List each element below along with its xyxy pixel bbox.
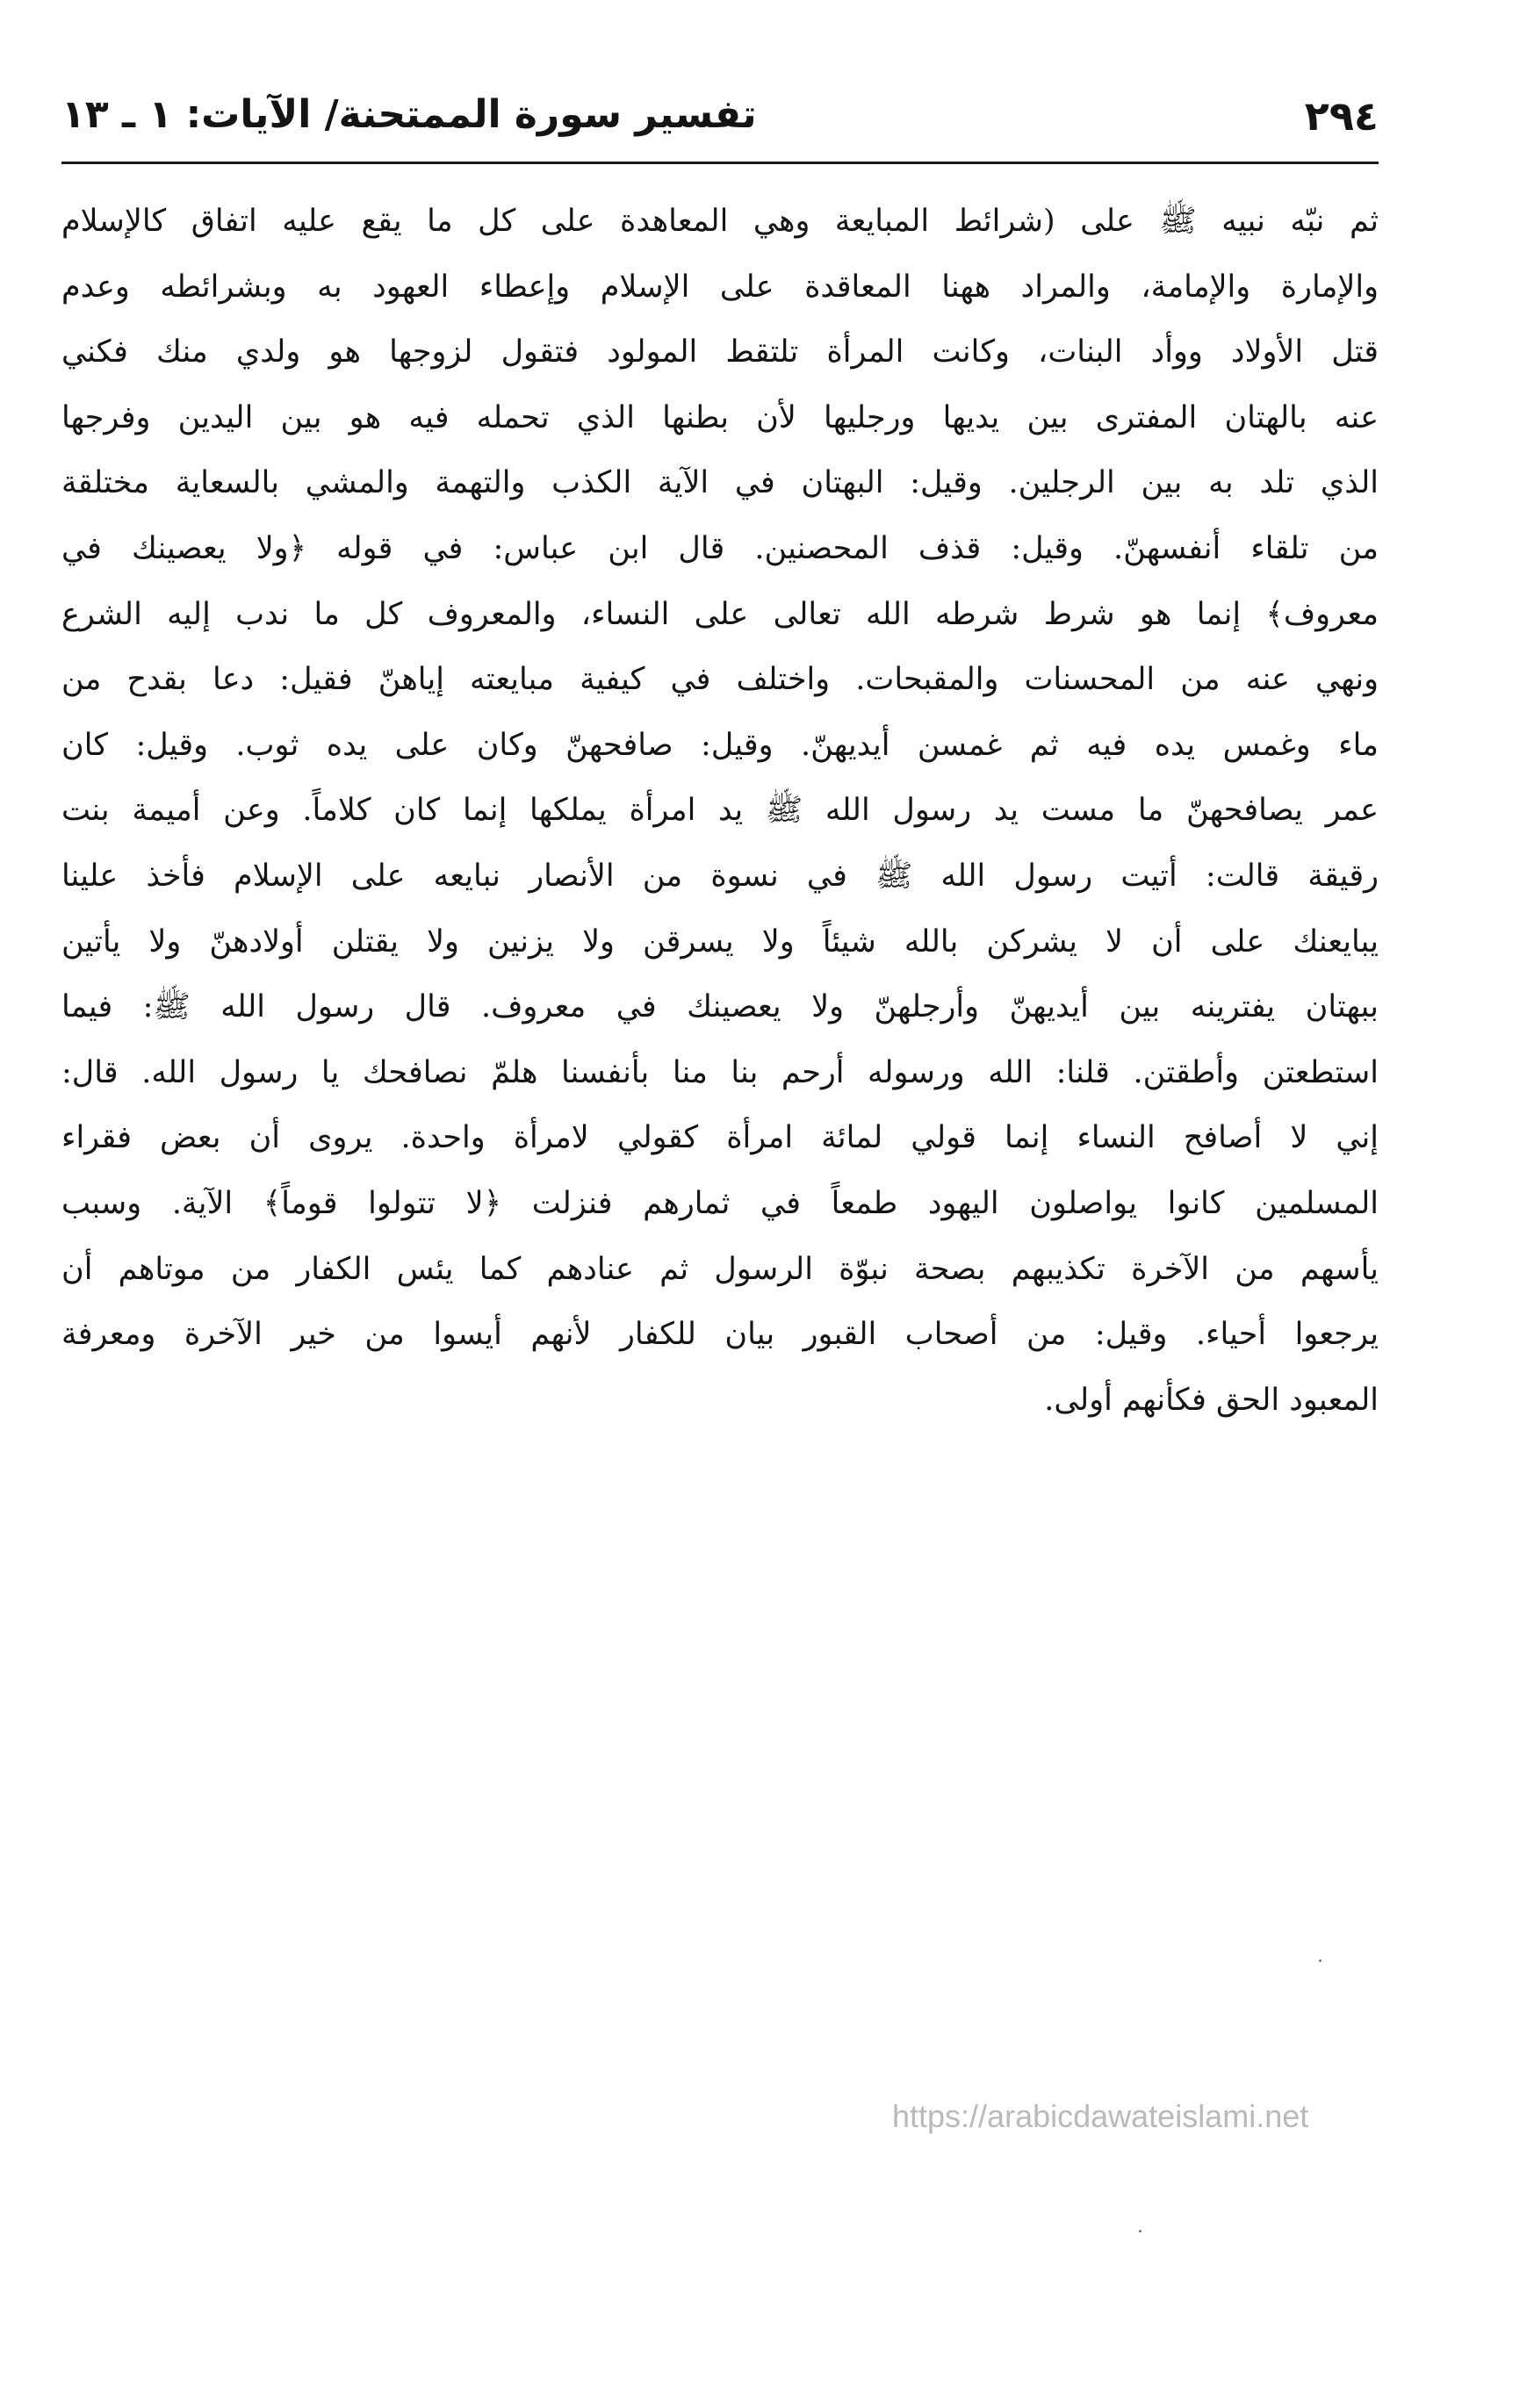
watermark-link[interactable]: https://arabicdawateislami.net (892, 2098, 1309, 2134)
running-title: تفسير سورة الممتحنة/ الآيات: ١ ـ ١٣ (61, 92, 757, 137)
text-line: ماء وغمس يده فيه ثم غمسن أيديهنّ. وقيل: صافحهنّ وكان على يده ثوب. وقيل: كان (61, 727, 1379, 763)
scan-speck (1319, 1959, 1322, 1962)
header-rule (61, 162, 1379, 164)
text-line: يبايعنك على أن لا يشركن بالله شيئاً ولا يسرقن ولا يزنين ولا يقتلن أولادهنّ ولا يأتين (61, 924, 1379, 960)
text-line: ببهتان يفترينه بين أيديهنّ وأرجلهنّ ولا يعصينك في معروف. قال رسول الله ﷺ: فيما (61, 989, 1379, 1025)
text-line: معروف﴾ إنما هو شرط شرطه الله تعالى على النساء، والمعروف كل ما ندب إليه الشرع (61, 596, 1379, 632)
page-number: ٢٩٤ (1304, 92, 1379, 140)
text-line: عنه بالهتان المفترى بين يديها ورجليها لأن بطنها الذي تحمله فيه هو بين اليدين وفرجها (61, 399, 1379, 435)
text-line: استطعتن وأطقتن. قلنا: الله ورسوله أرحم بنا منا بأنفسنا هلمّ نصافحك يا رسول الله. قال: (61, 1054, 1379, 1090)
text-line: ونهي عنه من المحسنات والمقبحات. واختلف في كيفية مبايعته إياهنّ فقيل: دعا بقدح من (61, 662, 1379, 698)
text-line: المعبود الحق فكأنهم أولى. (1044, 1382, 1379, 1418)
text-line: المسلمين كانوا يواصلون اليهود طمعاً في ثمارهم فنزلت ﴿لا تتولوا قوماً﴾ الآية. وسبب (61, 1185, 1379, 1221)
scan-speck (1139, 2230, 1141, 2232)
text-line: يأسهم من الآخرة تكذيبهم بصحة نبوّة الرسول ثم عنادهم كما يئس الكفار من موتاهم أن (61, 1251, 1379, 1287)
text-line: والإمارة والإمامة، والمراد ههنا المعاقدة على الإسلام وإعطاء العهود به وبشرائطه وعدم (61, 269, 1379, 305)
text-line: الذي تلد به بين الرجلين. وقيل: البهتان في الآية الكذب والتهمة والمشي بالسعاية مختلقة (61, 465, 1379, 501)
text-line: إني لا أصافح النساء إنما قولي لمائة امرأة كقولي لامرأة واحدة. يروى أن بعض فقراء (61, 1120, 1379, 1156)
text-line: قتل الأولاد ووأد البنات، وكانت المرأة تلتقط المولود فتقول لزوجها هو ولدي منك فكني (61, 334, 1379, 370)
text-line: يرجعوا أحياء. وقيل: من أصحاب القبور بيان للكفار لأنهم أيسوا من خير الآخرة ومعرفة (61, 1317, 1379, 1353)
text-line: ثم نبّه نبيه ﷺ على (شرائط المبايعة وهي المعاهدة على كل ما يقع عليه اتفاق كالإسلام (61, 204, 1379, 239)
page-header (61, 83, 1379, 162)
text-line: من تلقاء أنفسهنّ. وقيل: قذف المحصنين. قال ابن عباس: في قوله ﴿ولا يعصينك في (61, 530, 1379, 566)
text-line: عمر يصافحهنّ ما مست يد رسول الله ﷺ يد امرأة يملكها إنما كان كلاماً. وعن أميمة بنت (61, 793, 1379, 829)
body-text (61, 189, 1379, 1433)
text-line: رقيقة قالت: أتيت رسول الله ﷺ في نسوة من الأنصار نبايعه على الإسلام فأخذ علينا (61, 858, 1379, 894)
